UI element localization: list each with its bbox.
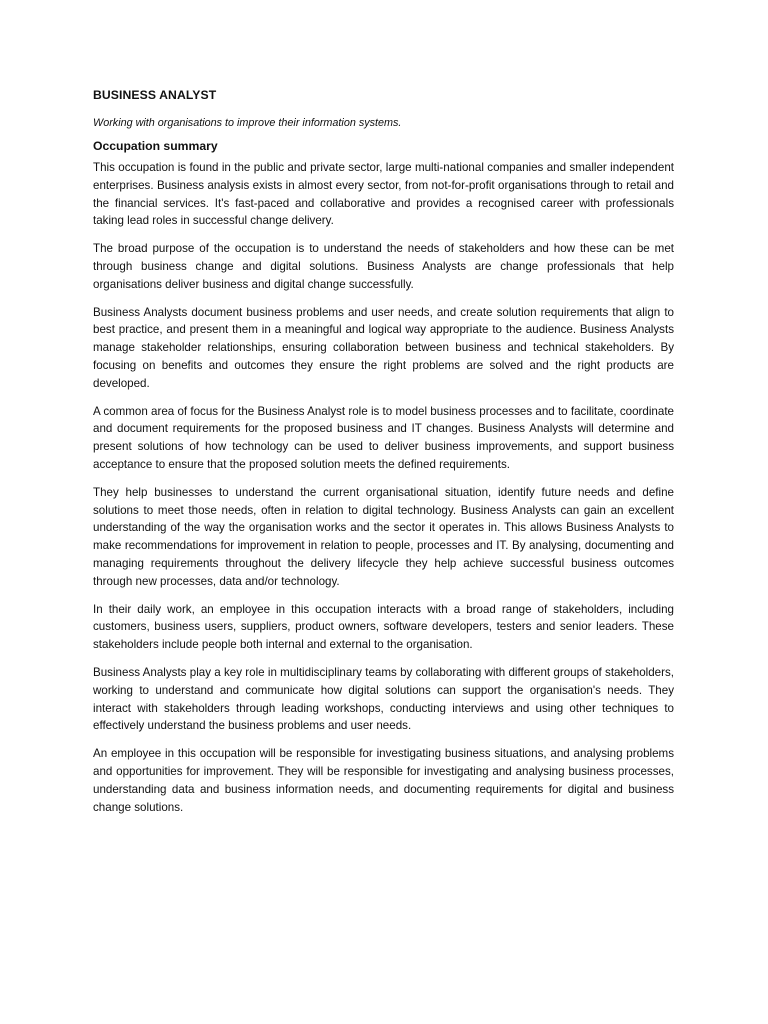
paragraph-5: They help businesses to understand the current organisational situation, identify future needs and define solutions to meet those needs, often in relation to digital technology. Business Analysts can gain an excellent understanding of the way the organisation works and the sector it operates in. This allows Business Analysts to make recommendations for improvement in relation to people, processes and IT. By analysing, documenting and managing requirements throughout the delivery lifecycle they help achieve successful business outcomes through new processes, data and/or technology. [93,485,674,588]
section-heading: Occupation summary [93,139,218,153]
document-title: BUSINESS ANALYST [93,88,217,102]
paragraph-2: The broad purpose of the occupation is to understand the needs of stakeholders and how these can be met through business change and digital solutions. Business Analysts are change professionals that help organisations deliver business and digital change successfully. [93,242,674,291]
paragraph-1: This occupation is found in the public and private sector, large multi-national companies and smaller independent enterprises. Business analysis exists in almost every sector, from not-for-profit organisations through to retail and the financial services. It's fast-paced and collaborative and provides a recognised career with professionals taking lead roles in successful change delivery. [93,161,674,228]
paragraph-6: In their daily work, an employee in this occupation interacts with a broad range of stakeholders, including customers, business users, suppliers, product owners, software developers, testers and senior leaders. These stakeholders include people both internal and external to the organisation. [93,602,674,652]
document-subtitle: Working with organisations to improve their information systems. [93,117,402,129]
paragraph-3: Business Analysts document business problems and user needs, and create solution requirements that align to best practice, and present them in a meaningful and logical way appropriate to the audience. Business Analysts manage stakeholder relationships, ensuring collaboration between business and technical stakeholders. By focusing on benefits and outcomes they ensure the right problems are solved and the right products are developed. [93,305,674,390]
document-page [93,86,674,826]
paragraph-4: A common area of focus for the Business Analyst role is to model business processes and to facilitate, coordinate and document requirements for the proposed business and IT changes. Business Analysts will determine and present solutions of how technology can be used to deliver business improvements, and support business acceptance to ensure that the proposed solution meets the defined requirements. [93,404,674,471]
paragraph-8: An employee in this occupation will be responsible for investigating business situations, and analysing problems and opportunities for improvement. They will be responsible for investigating and analysing business processes, understanding data and business information needs, and documenting requirements for digital and business change solutions. [93,747,674,814]
paragraph-7: Business Analysts play a key role in multidisciplinary teams by collaborating with different groups of stakeholders, working to understand and communicate how digital solutions can support the organisation's needs. They interact with stakeholders through leading workshops, conducting interviews and using other techniques to effectively understand the business problems and user needs. [93,665,674,733]
